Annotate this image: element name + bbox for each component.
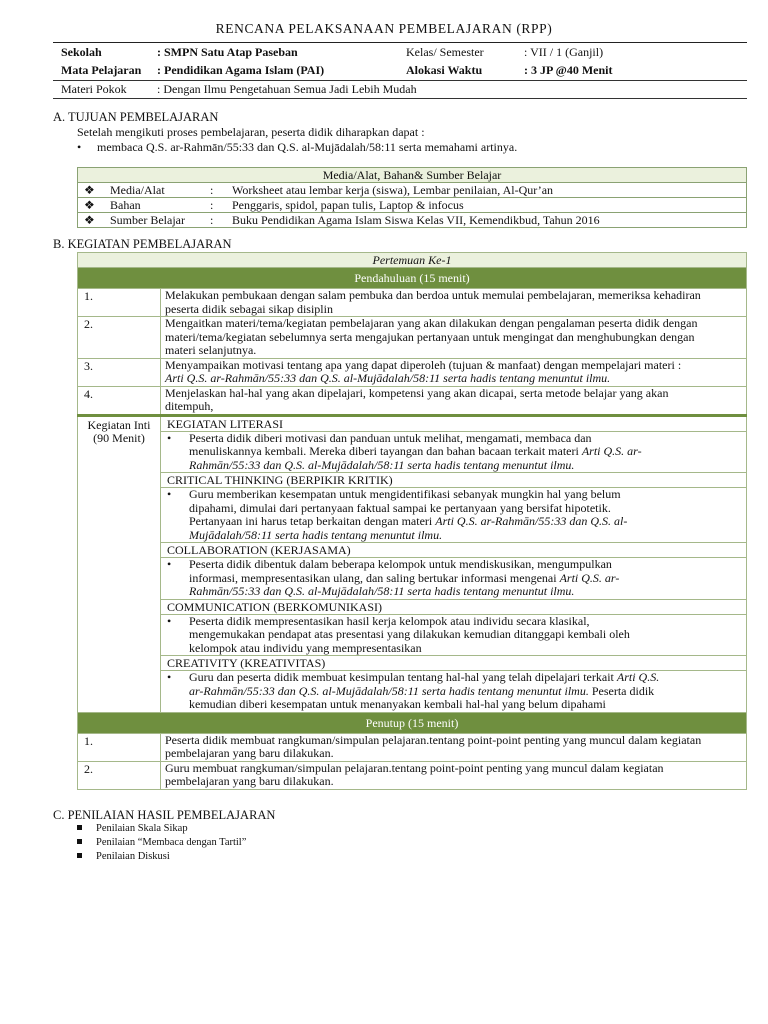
kegiatan-inti-label-2: (90 Menit) [93,430,145,445]
assessment-list [77,822,246,864]
media-row-value: Penggaris, spidol, papan tulis, Laptop & infocus [226,198,747,213]
assessment-item-text: Penilaian “Membaca dengan Tartil” [96,837,247,848]
item-line: ditempuh, [165,399,214,413]
literasi-title: KEGIATAN LITERASI [161,415,747,431]
pendahuluan-item [78,386,747,415]
black-square-bullet-icon [77,839,82,844]
section-a-bullet-text: membaca Q.S. ar-Rahmān/55:33 dan Q.S. al-Mujādalah/58:11 serta memahami artinya. [97,140,518,154]
critical-line: dipahami, dimulai dari pertanyaan faktual sampai ke pertanyaan yang bersifat hipotetik. [189,500,611,515]
pendahuluan-item [78,358,747,386]
collaboration-title: COLLABORATION (KERJASAMA) [161,543,747,558]
item-number: 1. [78,289,161,317]
section-a-intro: Setelah mengikuti proses pembelajaran, peserta didik diharapkan dapat : [77,125,425,139]
item-number: 2. [78,317,161,359]
pendahuluan-item [78,317,747,359]
black-circle-bullet-icon: • [167,613,172,628]
item-number: 3. [78,358,161,386]
critical-line-italic: Arti Q.S. ar-Rahmān/55:33 dan Q.S. al- [435,514,628,528]
item-line: pembelajaran yang baru dilakukan. [165,746,334,760]
item-line: pembelajaran yang baru dilakukan. [165,774,334,788]
creativity-title: CREATIVITY (KREATIVITAS) [161,656,747,671]
collaboration-line-italic: Rahmān/55:33 dan Q.S. al-Mujādalah/58:11 serta hadis tentang menuntut ilmu. [189,584,575,598]
section-a-heading: A. TUJUAN PEMBELAJARAN [53,110,219,124]
collaboration-content [161,558,747,600]
section-a-bullet [77,140,517,155]
penutup-item [78,733,747,761]
pertemuan-label: Pertemuan Ke-1 [78,253,747,268]
media-row-label: Media/Alat [104,183,204,198]
media-row-value: Worksheet atau lembar kerja (siswa), Lembar penilaian, Al-Qur’an [226,183,747,198]
media-row: ❖ Bahan : Penggaris, spidol, papan tulis, Laptop & infocus [78,198,747,213]
kelas-label: Kelas/ Semester [406,45,484,59]
kegiatan-inti-label [78,415,161,712]
critical-content [161,488,747,543]
media-table [77,167,747,228]
black-circle-bullet-icon: • [77,140,82,154]
black-circle-bullet-icon: • [167,487,172,501]
diamond-bullet-icon: ❖ [84,213,95,227]
media-row: ❖ Media/Alat : Worksheet atau lembar kerja (siswa), Lembar penilaian, Al-Qur’an [78,183,747,198]
document-title: RENCANA PELAKSANAAN PEMBELAJARAN (RPP) [215,21,553,36]
diamond-bullet-icon: ❖ [84,198,95,212]
alokasi-value: : 3 JP @40 Menit [524,63,613,77]
assessment-item-text: Penilaian Skala Sikap [96,823,188,834]
materi-label: Materi Pokok [61,82,127,96]
literasi-title-row [78,415,747,431]
black-circle-bullet-icon: • [167,670,172,684]
item-number: 1. [78,733,161,761]
literasi-line: menuliskannya kembali. Mereka diberi tayangan dan bahan bacaan terkait materi [189,444,582,458]
black-circle-bullet-icon: • [167,557,172,571]
pendahuluan-band: Pendahuluan (15 menit) [78,268,747,289]
literasi-line-italic: Rahmān/55:33 dan Q.S. al-Mujādalah/58:11 serta hadis tentang menuntut ilmu. [189,457,575,472]
materi-row [53,80,747,99]
communication-line: mengemukakan pendapat atas presentasi yang dilakukan kemudian ditanggapi kembali oleh [189,627,630,641]
literasi-line: Peserta didik diberi motivasi dan panduan untuk melihat, mengamati, membaca dan [189,430,592,445]
creativity-line-italic: Arti Q.S. [616,670,660,684]
literasi-content [161,431,747,473]
assessment-item-text: Penilaian Diskusi [96,851,170,862]
critical-line-italic: Mujādalah/58:11 serta hadis tentang menuntut ilmu. [189,527,443,542]
creativity-line: Peserta didik [588,683,655,698]
item-line: materi selanjutnya. [165,343,257,357]
item-number: 4. [78,386,161,415]
collaboration-line: Peserta didik dibentuk dalam beberapa kelompok untuk mendiskusikan, mengumpulkan [189,557,612,571]
assessment-item [77,822,246,836]
assessment-item [77,836,246,850]
literasi-line-italic: Arti Q.S. ar- [581,444,642,458]
media-row-label: Sumber Belajar [104,213,204,228]
identity-row-2 [53,61,747,79]
creativity-line: Guru dan peserta didik membuat kesimpulan tentang hal-hal yang telah dipelajari terkait [189,670,617,684]
assessment-item [77,850,246,864]
mapel-value: : Pendidikan Agama Islam (PAI) [157,63,325,77]
creativity-line-italic: ar-Rahmān/55:33 dan Q.S. al-Mujādalah/58:11 serta hadis tentang menuntut ilmu. [189,683,589,698]
media-row: ❖ Sumber Belajar : Buku Pendidikan Agama Islam Siswa Kelas VII, Kemendikbud, Tahun 2016 [78,213,747,228]
mapel-label: Mata Pelajaran [61,63,142,77]
materi-value: : Dengan Ilmu Pengetahuan Semua Jadi Lebih Mudah [157,82,417,96]
section-c-heading: C. PENILAIAN HASIL PEMBELAJARAN [53,808,276,822]
communication-line: kelompok atau individu yang mempresentasikan [189,640,422,655]
item-number: 2. [78,761,161,789]
critical-title: CRITICAL THINKING (BERPIKIR KRITIK) [161,473,747,488]
creativity-content [161,671,747,713]
kelas-value: : VII / 1 (Ganjil) [524,45,604,59]
item-line: Menyampaikan motivasi tentang apa yang dapat diperoleh (tujuan & manfaat) dengan mempelajari materi : [165,357,682,372]
kegiatan-inti-label-1: Kegiatan Inti [87,417,151,432]
alokasi-label: Alokasi Waktu [406,63,483,77]
sekolah-label: Sekolah [61,45,102,59]
diamond-bullet-icon: ❖ [84,183,95,197]
item-line: materi/tema/kegiatan sebelumnya serta mengajukan pertanyaan untuk mengingat dan menghubungkan dengan [165,329,695,344]
identity-row-1 [53,43,747,61]
item-line: Mengaitkan materi/tema/kegiatan pembelajaran yang akan dilakukan dengan pengalaman peserta didik dengan [165,316,698,330]
black-square-bullet-icon [77,853,82,858]
item-line: Menjelaskan hal-hal yang akan dipelajari, kompetensi yang akan dicapai, serta metode belajar yang akan [165,385,669,400]
item-line-italic: Arti Q.S. ar-Rahmān/55:33 dan Q.S. al-Mujādalah/58:11 serta hadis tentang menuntut ilmu. [165,371,611,385]
item-line: Guru membuat rangkuman/simpulan pelajaran.tentang point-point penting yang muncul dalam kegiatan [165,760,664,775]
communication-line: Peserta didik mempresentasikan hasil kerja kelompok atau individu secara klasikal, [189,613,590,628]
communication-content [161,614,747,656]
identity-header [53,42,747,79]
black-circle-bullet-icon: • [167,430,172,445]
item-line: Peserta didik membuat rangkuman/simpulan pelajaran.tentang point-point penting yang muncul dalam kegiatan [165,732,702,747]
collaboration-line: informasi, mempresentasikan ulang, dan saling bertukar informasi mengenai [189,570,560,585]
creativity-line: kemudian diberi kesempatan untuk menanyakan kembali hal-hal yang belum dipahami [189,697,606,711]
media-row-value: Buku Pendidikan Agama Islam Siswa Kelas VII, Kemendikbud, Tahun 2016 [226,213,747,228]
item-line: peserta didik sebagai sikap disiplin [165,301,333,316]
critical-line: Guru memberikan kesempatan untuk mengidentifikasi sebanyak mungkin hal yang belum [189,487,621,501]
pendahuluan-item [78,289,747,317]
penutup-band: Penutup (15 menit) [78,712,747,733]
penutup-item [78,761,747,789]
media-table-header: Media/Alat, Bahan& Sumber Belajar [78,168,747,183]
section-b-heading: B. KEGIATAN PEMBELAJARAN [53,237,232,251]
sekolah-value: : SMPN Satu Atap Paseban [157,45,298,59]
media-row-label: Bahan [104,198,204,213]
item-line: Melakukan pembukaan dengan salam pembuka dan berdoa untuk memulai pembelajaran, memeriksa kehadiran [165,288,701,302]
collaboration-line-italic: Arti Q.S. ar- [559,570,620,585]
activities-table [77,252,747,790]
communication-title: COMMUNICATION (BERKOMUNIKASI) [161,599,747,614]
critical-line: Pertanyaan ini harus tetap berkaitan dengan materi [189,514,436,528]
black-square-bullet-icon [77,825,82,830]
